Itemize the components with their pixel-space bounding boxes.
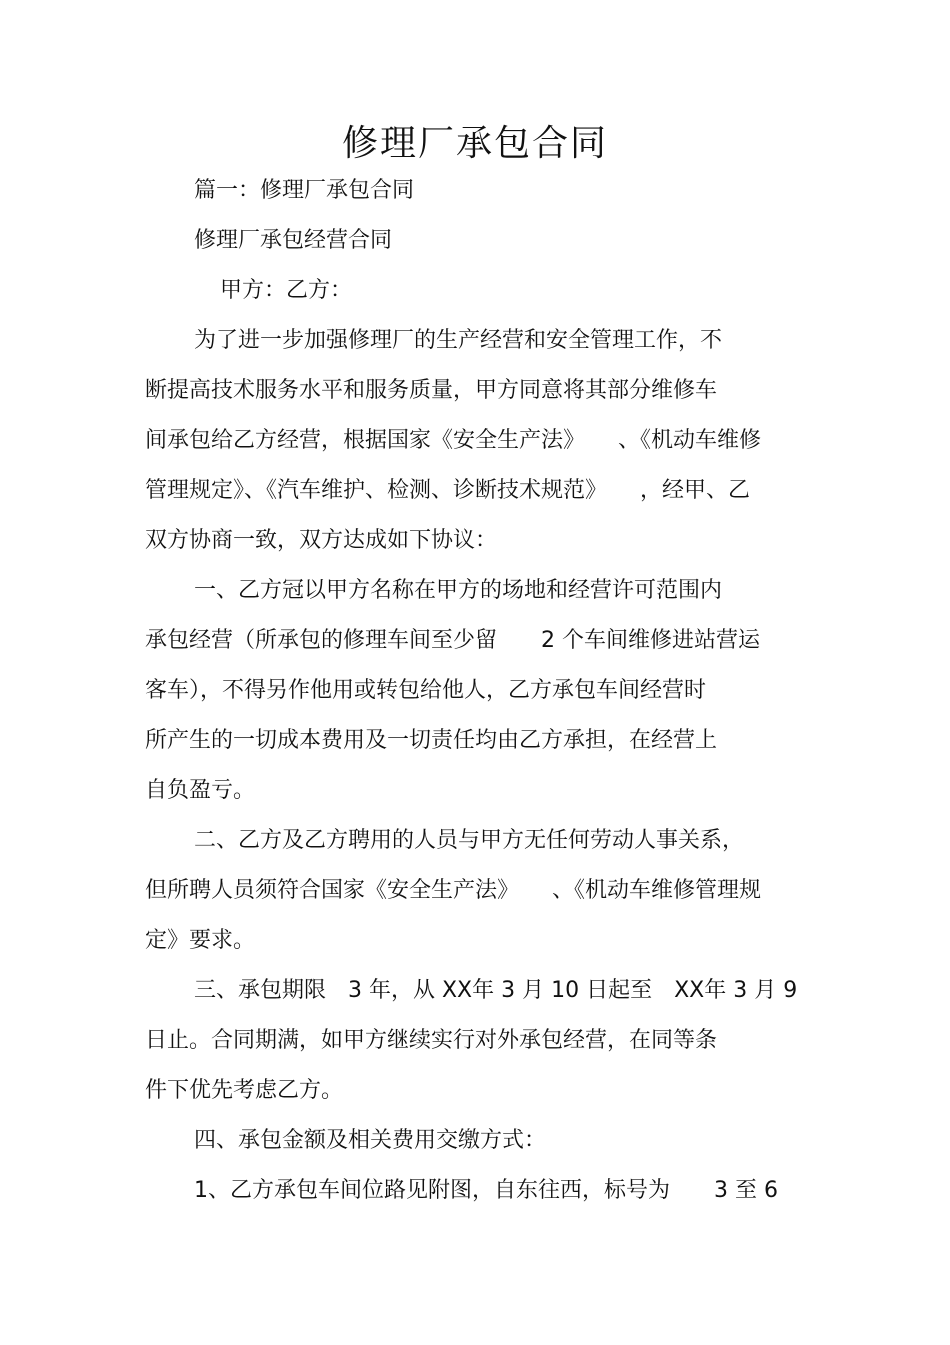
clause-1-line: 一、乙方冠以甲方名称在甲方的场地和经营许可范围内 (194, 578, 723, 603)
clause-1-line: 自负盈亏。 (145, 778, 256, 803)
clause-1-line: 所产生的一切成本费用及一切责任均由乙方承担，在经营上 (145, 728, 718, 753)
clause-1-line: 客车），不得另作他用或转包给他人，乙方承包车间经营时 (145, 678, 707, 703)
contract-name: 修理厂承包经营合同 (194, 228, 393, 253)
paragraph-line: 为了进一步加强修理厂的生产经营和安全管理工作，不 (194, 328, 723, 353)
clause-3-line: 件下优先考虑乙方。 (145, 1078, 344, 1103)
clause-3-line: 日止。合同期满，如甲方继续实行对外承包经营，在同等条 (145, 1028, 718, 1053)
clause-2-line: 定》要求。 (145, 928, 256, 953)
section-heading: 篇一：修理厂承包合同 (194, 178, 415, 203)
paragraph-line: 双方协商一致，双方达成如下协议： (145, 528, 498, 553)
clause-4-item-1: 1、乙方承包车间位路见附图，自东往西，标号为 3 至 6 (194, 1178, 778, 1203)
clause-2-line: 但所聘人员须符合国家《安全生产法》 、《机动车维修管理规 (145, 878, 762, 903)
paragraph-line: 管理规定》、《汽车维护、检测、诊断技术规范》 ，经甲、乙 (145, 478, 751, 503)
clause-1-line: 承包经营（所承包的修理车间至少留 2 个车间维修进站营运 (145, 628, 760, 653)
paragraph-line: 断提高技术服务水平和服务质量，甲方同意将其部分维修车 (145, 378, 718, 403)
parties-line: 甲方：乙方： (220, 278, 353, 303)
document-title: 修理厂承包合同 (341, 123, 608, 164)
clause-2-line: 二、乙方及乙方聘用的人员与甲方无任何劳动人事关系， (194, 828, 745, 853)
paragraph-line: 间承包给乙方经营，根据国家《安全生产法》 、《机动车维修 (145, 428, 762, 453)
clause-3-line: 三、承包期限 3 年，从 XX年 3 月 10 日起至 XX年 3 月 9 (194, 978, 798, 1003)
clause-4-heading: 四、承包金额及相关费用交缴方式： (194, 1128, 547, 1153)
